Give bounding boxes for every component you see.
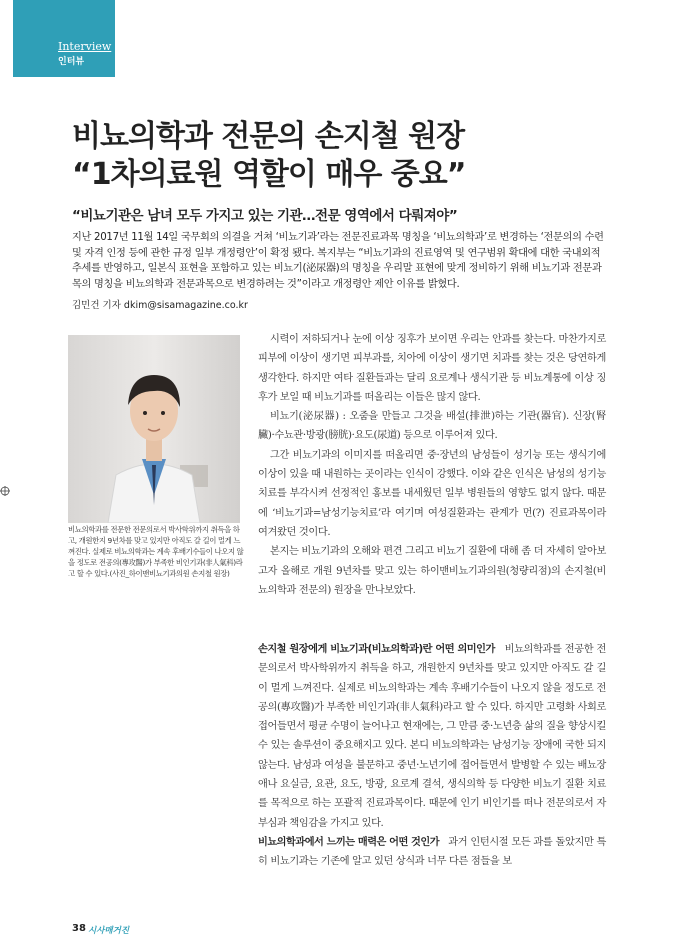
- article-body: [258, 330, 606, 600]
- title-line-1: 비뇨의학과 전문의 손지철 원장: [72, 119, 465, 154]
- qa-block-2: [258, 833, 606, 872]
- registration-mark-icon: [0, 486, 10, 496]
- article-title: [72, 118, 465, 194]
- portrait-photo: [68, 335, 240, 523]
- answer-text: 과거 인턴시절 모든 과를 돌았지만 특히 비뇨기과는 기존에 알고 있던 상식과 너무 다른 점들을 보: [258, 836, 606, 868]
- answer-text: 비뇨의학과를 전공한 전문의로서 박사학위까지 취득을 하고, 개원한지 9년차를 맞고 있지만 아직도 갈 길이 멀게 느껴진다. 실제로 비뇨의학과는 계속 후배기수들이 나오지 않을 정도로 전공의(專攻醫)가 부족한 비인기과(非人氣科)라고 할 수 있다. 하지만 고령화 사회로 접어들면서 평균 수명이 늘어나고 현재에는, 그 만큼 중·노년층 삶의 질을 향상시킬 수 있는 솔루션이 중요해지고 있다. 본디 비뇨의학과는 남성기능 장애에 국한 되지 않는다. 남성과 여성을 불문하고 중년·노년기에 접어들면서 발병할 수 있는 배뇨장애나 요실금, 요관, 요도, 방광, 요로계 결석, 생식의학 등 다양한 비뇨기 질환 치료를 목적으로 하는 포괄적 진료과목이다. 때문에 인기 비인기를 떠나 전문의로서 자부심과 책임감을 가지고 있다.: [258, 644, 606, 829]
- magazine-name: 시사매거진: [88, 926, 130, 936]
- article-subtitle: “비뇨기관은 남녀 모두 가지고 있는 기관…전문 영역에서 다뤄져야”: [72, 208, 458, 224]
- lead-paragraph: 지난 2017년 11월 14일 국무회의 의결을 거쳐 ‘비뇨기과’라는 전문진료과목 명칭을 ‘비뇨의학과’로 변경하는 ‘전문의의 수련 및 자격 인정 등에 관한 규정 일부 개정령안’이 확정 됐다. 복지부는 “비뇨기과의 진료영역 및 연구범위 확대에 대한 국내외적 추세를 반영하고, 일본식 표현을 포함하고 있는 비뇨기(泌尿器)의 명칭을 우리말 표현에 맞게 정비하기 위해 비뇨기과 전문과목의 명칭을 비뇨의학과 전문과목으로 변경하려는 것”이라고 개정령안 제안 이유를 밝혔다.: [72, 232, 604, 290]
- question-heading: 비뇨의학과에서 느끼는 매력은 어떤 것인가: [258, 836, 440, 848]
- byline: 김민건 기자 dkim@sisamagazine.co.kr: [72, 300, 248, 311]
- question-heading: 손지철 원장에게 비뇨기과(비뇨의학과)란 어떤 의미인가: [258, 644, 495, 655]
- body-paragraph: 본지는 비뇨기과의 오해와 편견 그리고 비뇨기 질환에 대해 좀 더 자세히 알아보고자 올해로 개원 9년차를 맞고 있는 하이맨비뇨기과의원(청량리점)의 손지철(비뇨의학과 전문의) 원장을 만나보았다.: [258, 546, 606, 596]
- photo-caption: 비뇨의학과를 전문한 전문의로서 박사학위까지 취득을 하고, 개원한지 9년차를 맞고 있지만 아직도 갈 길이 멀게 느껴진다. 실제로 비뇨의학과는 계속 후배기수들이 나오지 않을 정도로 전공의(專攻醫)가 부족한 비인기과(非人氣科)라고 할 수 있다.(사진_하이맨비뇨기과의원 손지철 원장): [68, 525, 244, 578]
- interview-body: [258, 640, 606, 872]
- portrait-illustration: [68, 335, 240, 523]
- section-label-ko: 인터뷰: [58, 57, 85, 67]
- title-line-2: “1차의료원 역할이 매우 중요”: [72, 157, 466, 192]
- body-paragraph: 시력이 저하되거나 눈에 이상 징후가 보이면 우리는 안과를 찾는다. 마찬가지로 피부에 이상이 생기면 피부과를, 치아에 이상이 생기면 치과를 찾는 것은 당연하게 생각한다. 하지만 여타 질환들과는 달리 요로계나 생식기관 등 비뇨계통에 이상 징후가 보일 때 비뇨기과를 떠올리는 이들은 많지 않다.: [258, 334, 606, 403]
- body-paragraph: 비뇨기(泌尿器) : 오줌을 만들고 그것을 배설(排泄)하는 기관(器官). 신장(腎臟)·수뇨관·방광(膀胱)·요도(尿道) 등으로 이루어져 있다.: [258, 411, 606, 442]
- qa-block-1: [258, 640, 606, 833]
- section-label-en: Interview: [58, 40, 112, 53]
- body-paragraph: 그간 비뇨기과의 이미지를 떠올리면 중·장년의 남성들이 성기능 또는 생식기에 이상이 있을 때 내원하는 곳이라는 인식이 강했다. 이와 같은 인식은 남성의 성기능 치료를 부각시켜 선정적인 홍보를 내세웠던 일부 병원들의 영향도 없지 않다. 때문에 ‘비뇨기과=남성기능치료’라 여기며 여성질환과는 관계가 먼(?) 진료과목이라 여겨왔던 것이다.: [258, 449, 606, 538]
- page-number: 38: [72, 923, 86, 934]
